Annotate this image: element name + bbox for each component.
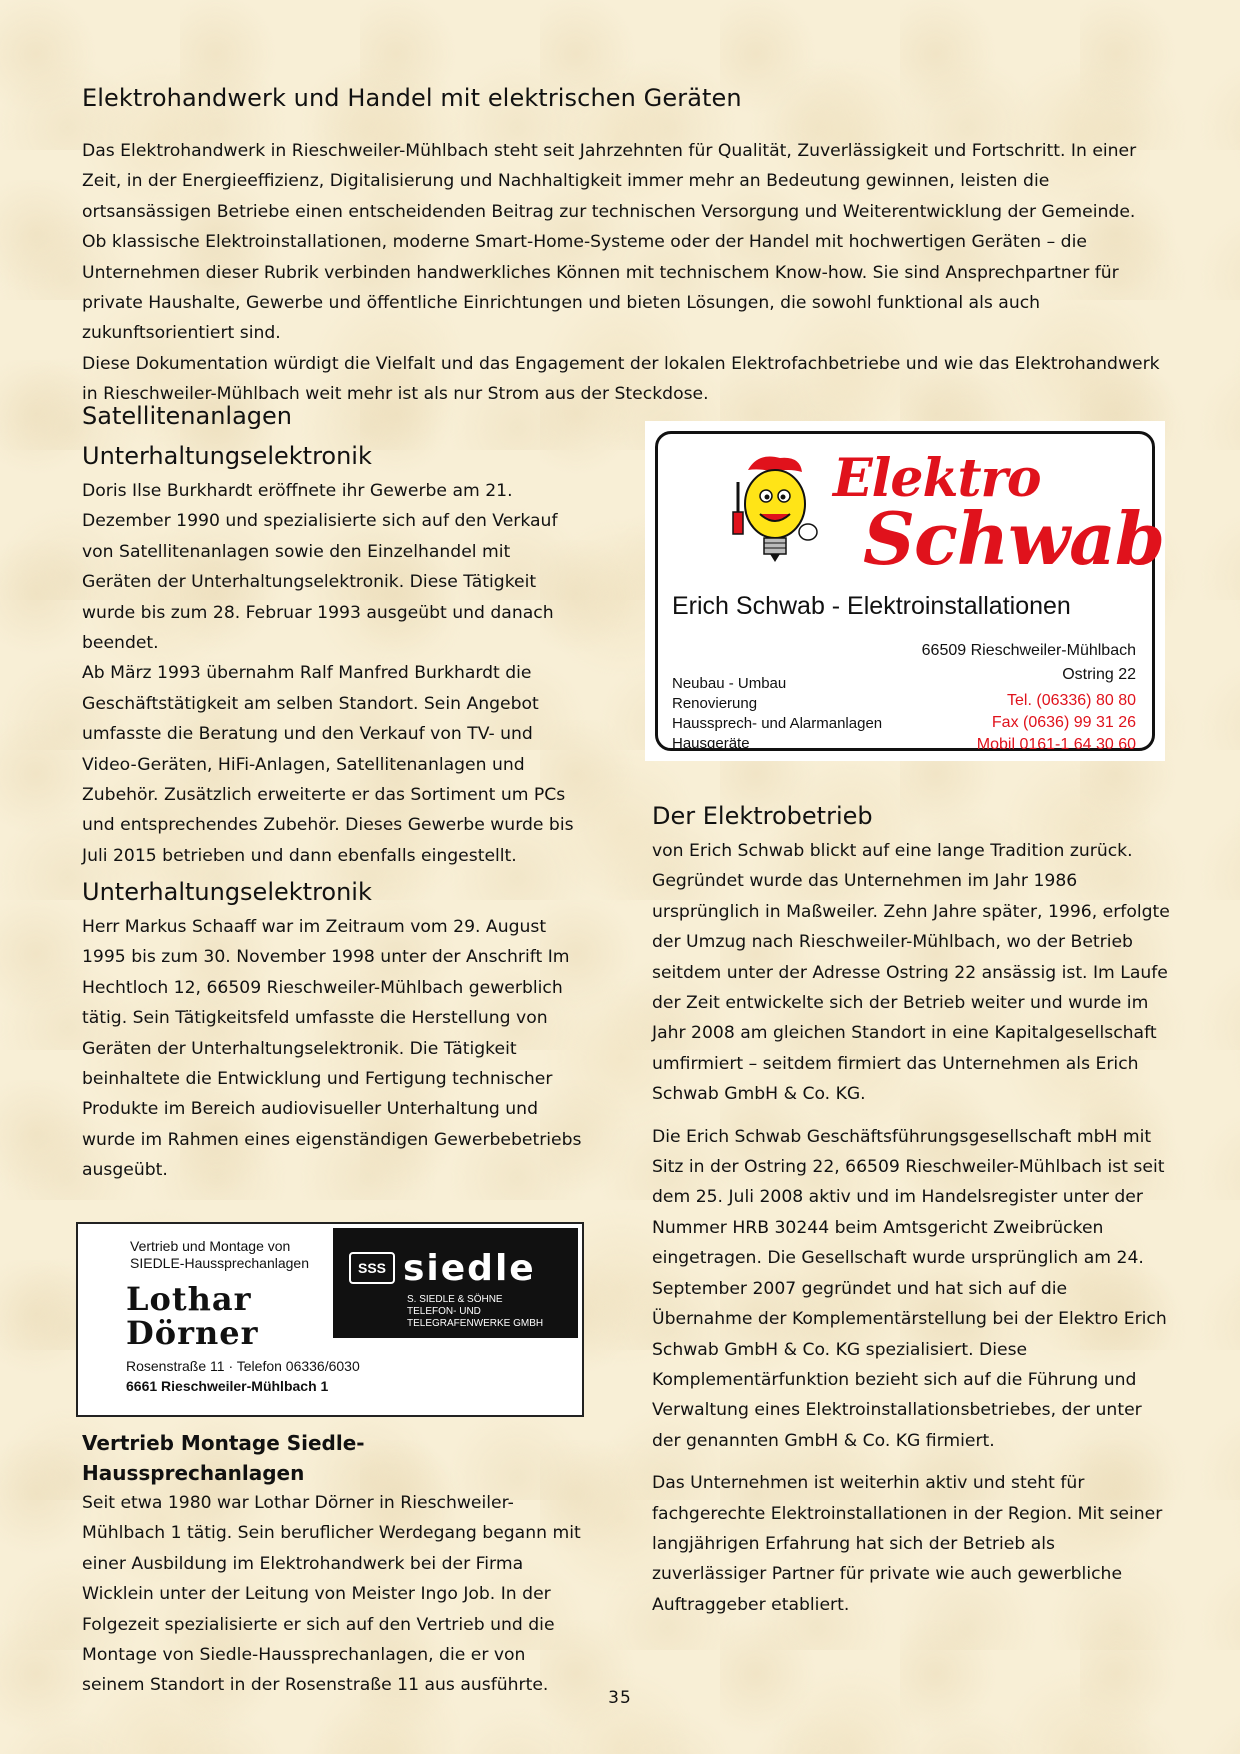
siedle-brand: siedle	[403, 1248, 536, 1289]
siedle-emblem: SSS	[349, 1252, 395, 1284]
service-item: Haussprech- und Alarmanlagen	[672, 715, 883, 732]
schwab-logo-schwab: Schwab	[863, 496, 1165, 581]
section-heading: Vertrieb Montage Siedle-Haussprechanlagen	[82, 1431, 365, 1485]
schwab-logo-elektro: Elektro	[833, 448, 1041, 509]
ad-street: Ostring 22	[1062, 666, 1136, 683]
ad-fax: Fax (0636) 99 31 26	[991, 714, 1136, 731]
siedle-advertisement	[76, 1222, 584, 1417]
service-item: Renovierung	[672, 695, 758, 712]
ad-company-name: Erich Schwab - Elektroinstallationen	[672, 592, 1071, 620]
ad-owner-name: Lothar Dörner	[126, 1280, 259, 1352]
siedle-logo-block	[333, 1228, 578, 1338]
section-paragraph: Ab März 1993 übernahm Ralf Manfred Burkhardt die Geschäftstätigkeit am selben Standort. Sein Angebot umfasste die Beratung und den Verkauf von TV- und Video-Geräten, HiFi-Anlagen, Satellitenanlagen und Zubehör. Zusätzlich erweiterte er das Sortiment um PCs und entsprechendes Zubehör. Dieses Gewerbe wurde bis Juli 2015 betrieben und dann ebenfalls eingestellt.	[82, 663, 574, 866]
ad-mobile: Mobil 0161-1 64 30 60	[976, 736, 1136, 753]
section-siedle	[82, 1428, 582, 1701]
section-paragraph: Seit etwa 1980 war Lothar Dörner in Rieschweiler-Mühlbach 1 tätig. Sein beruflicher Werdegang begann mit einer Ausbildung im Elektrohandwerk bei der Firma Wicklein unter der Leitung von Meister Ingo Job. In der Folgezeit spezialisierte er sich auf den Vertrieb und die Montage von Siedle-Haussprechanlagen, die er von seinem Standort in der Rosenstraße 11 aus ausführte.	[82, 1493, 581, 1696]
section-heading: Der Elektrobetrieb	[652, 802, 873, 830]
section-heading: Unterhaltungselektronik	[82, 442, 372, 470]
page-title: Elektrohandwerk und Handel mit elektrischen Geräten	[82, 84, 742, 112]
section-paragraph: Doris Ilse Burkhardt eröffnete ihr Gewerbe am 21. Dezember 1990 und spezialisierte sich auf den Verkauf von Satellitenanlagen sowie den Einzelhandel mit Geräten der Unterhaltungselektronik. Diese Tätigkeit wurde bis zum 28. Februar 1993 ausgeübt und danach beendet.	[82, 481, 558, 654]
section-paragraph: Das Unternehmen ist weiterhin aktiv und steht für fachgerechte Elektroinstallationen in der Region. Mit seiner langjährigen Erfahrung hat sich der Betrieb als zuverlässiger Partner für private wie auch gewerbliche Auftraggeber etabliert.	[652, 1473, 1163, 1615]
section-paragraph: Die Erich Schwab Geschäftsführungsgesellschaft mbH mit Sitz in der Ostring 22, 66509 Rieschweiler-Mühlbach ist seit dem 25. Juli 2008 aktiv und im Handelsregister unter der Nummer HRB 30244 beim Amtsgericht Zweibrücken eingetragen. Die Gesellschaft wurde ursprünglich am 24. September 2007 gegründet und hat sich auf die Übernahme der Komplementärstellung bei der Elektro Erich Schwab GmbH & Co. KG spezialisiert. Diese Komplementärfunktion bezieht sich auf die Führung und Verwaltung eines Elektroinstallationsbetriebes, der unter der genannten GmbH & Co. KG firmiert.	[652, 1126, 1167, 1451]
intro-text	[82, 136, 1162, 410]
intro-paragraph: Diese Dokumentation würdigt die Vielfalt und das Engagement der lokalen Elektrofachbetriebe und wie das Elektrohandwerk in Rieschweiler-Mühlbach weit mehr ist als nur Strom aus der Steckdose.	[82, 353, 1160, 405]
section-paragraph: von Erich Schwab blickt auf eine lange Tradition zurück. Gegründet wurde das Unternehmen im Jahr 1986 ursprünglich in Maßweiler. Zehn Jahre später, 1996, erfolgte der Umzug nach Rieschweiler-Mühlbach, wo der Betrieb seitdem unter der Adresse Ostring 22 ansässig ist. Im Laufe der Zeit entwickelte sich der Betrieb weiter und wurde im Jahr 2008 am gleichen Standort in eine Kapitalgesellschaft umfirmiert – seitdem firmiert das Unternehmen als Erich Schwab GmbH & Co. KG.	[652, 841, 1170, 1105]
section-satellite	[82, 396, 582, 871]
ad-tagline: Vertrieb und Montage von SIEDLE-Haussprechanlagen	[130, 1238, 309, 1271]
service-item: Neubau - Umbau	[672, 675, 787, 692]
lightbulb-mascot-icon	[718, 452, 828, 572]
ad-phone: Tel. (06336) 80 80	[1007, 692, 1136, 709]
intro-paragraph: Ob klassische Elektroinstallationen, moderne Smart-Home-Systeme oder der Handel mit hochwertigen Geräten – die Unternehmen dieser Rubrik verbinden handwerkliches Können mit technischem Know-how. Sie sind Ansprechpartner für private Haushalte, Gewerbe und öffentliche Einrichtungen und bieten Lösungen, die sowohl funktional als auch zukunftsorientiert sind.	[82, 232, 1119, 344]
section-entertainment	[82, 872, 582, 1186]
section-heading: Satellitenanlagen	[82, 402, 293, 430]
ad-frame	[655, 431, 1165, 753]
intro-paragraph: Das Elektrohandwerk in Rieschweiler-Mühlbach steht seit Jahrzehnten für Qualität, Zuverlässigkeit und Fortschritt. In einer Zeit, in der Energieeffizienz, Digitalisierung und Nachhaltigkeit immer mehr an Bedeutung gewinnen, leisten die ortsansässigen Betriebe einen entscheidenden Beitrag zur technischen Versorgung und Weiterentwicklung der Gemeinde.	[82, 141, 1137, 222]
schwab-advertisement	[645, 421, 1165, 761]
ad-services	[672, 674, 882, 754]
ad-contacts	[977, 690, 1136, 756]
ad-city: 66509 Rieschweiler-Mühlbach	[921, 642, 1136, 659]
siedle-company: S. SIEDLE & SÖHNE TELEFON- UND TELEGRAFENWERKE GMBH	[407, 1294, 544, 1329]
ad-city: 6661 Rieschweiler-Mühlbach 1	[126, 1378, 329, 1394]
ad-street: Rosenstraße 11 · Telefon 06336/6030	[126, 1358, 360, 1374]
section-heading: Unterhaltungselektronik	[82, 878, 372, 906]
service-item: Hausgeräte	[672, 735, 750, 752]
page-number: 35	[608, 1688, 632, 1708]
section-elektrobetrieb	[652, 796, 1172, 1632]
section-paragraph: Herr Markus Schaaff war im Zeitraum vom 29. August 1995 bis zum 30. November 1998 unter der Anschrift Im Hechtloch 12, 66509 Rieschweiler-Mühlbach gewerblich tätig. Sein Tätigkeitsfeld umfasste die Herstellung von Geräten der Unterhaltungselektronik. Die Tätigkeit beinhaltete die Entwicklung und Fertigung technischer Produkte im Bereich audiovisueller Unterhaltung und wurde im Rahmen eines eigenständigen Gewerbebetriebs ausgeübt.	[82, 917, 582, 1181]
